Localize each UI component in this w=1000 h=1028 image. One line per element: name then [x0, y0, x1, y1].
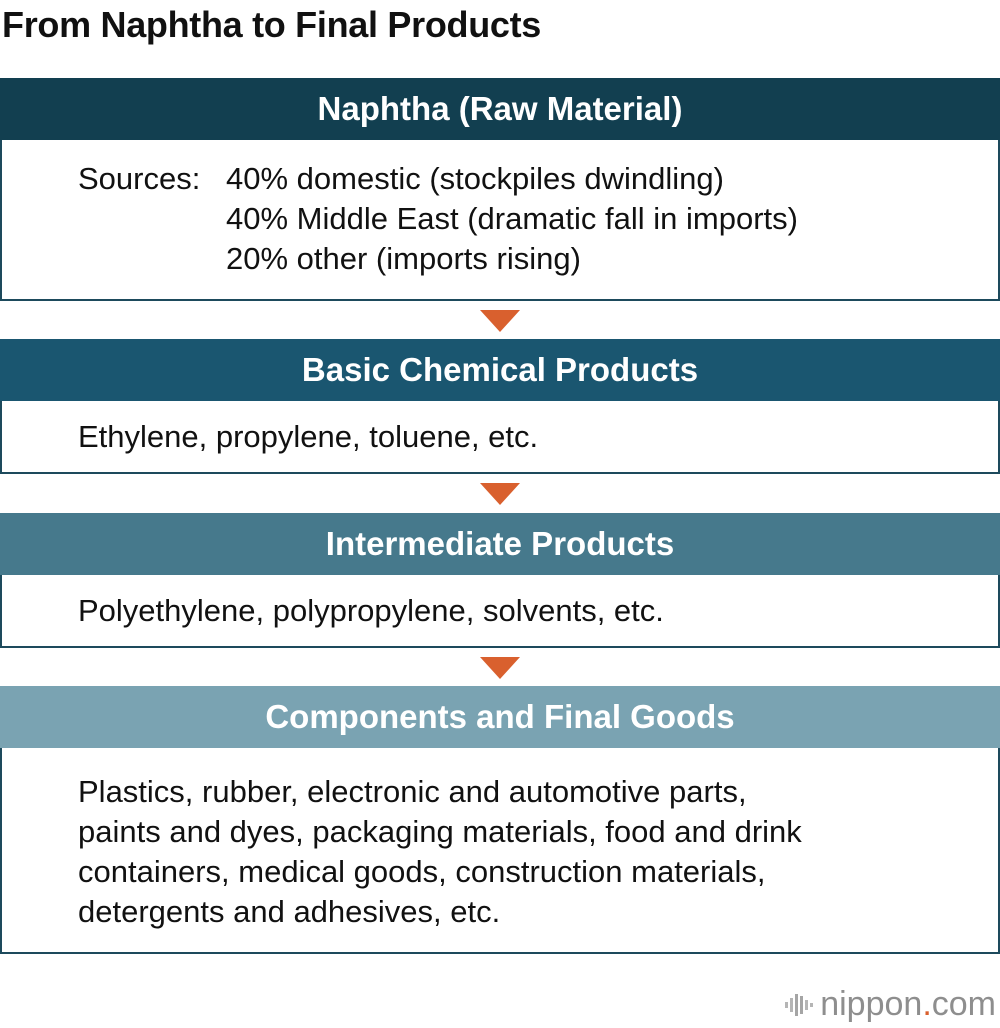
stage-header: Basic Chemical Products	[0, 339, 1000, 401]
stage-header: Intermediate Products	[0, 513, 1000, 575]
sources-list	[226, 159, 798, 279]
stage-body	[0, 748, 1000, 954]
stage-body	[0, 575, 1000, 648]
logo-suffix: com	[931, 985, 996, 1023]
logo-dot: .	[922, 985, 932, 1023]
stage-final-goods	[0, 686, 1000, 954]
stage-body-line: detergents and adhesives, etc.	[78, 894, 501, 929]
stage-body-line: Plastics, rubber, electronic and automotive parts,	[78, 774, 747, 809]
source-item: 40% Middle East (dramatic fall in imports)	[226, 201, 798, 236]
down-arrow-icon	[480, 310, 520, 332]
page-title: From Naphtha to Final Products	[2, 4, 542, 45]
stage-naphtha	[0, 78, 1000, 301]
stage-body-line: paints and dyes, packaging materials, food and drink	[78, 814, 802, 849]
stage-body	[0, 401, 1000, 474]
stage-header: Components and Final Goods	[0, 686, 1000, 748]
stage-intermediate	[0, 513, 1000, 648]
nippon-logo	[784, 985, 996, 1024]
down-arrow-icon	[480, 657, 520, 679]
source-item: 40% domestic (stockpiles dwindling)	[226, 161, 724, 196]
sources-row	[78, 159, 998, 279]
stage-header: Naphtha (Raw Material)	[0, 78, 1000, 140]
stage-body-line: Polyethylene, polypropylene, solvents, etc.	[78, 593, 664, 628]
stage-basic-chemical	[0, 339, 1000, 474]
stage-body	[0, 140, 1000, 301]
stage-body-line: Ethylene, propylene, toluene, etc.	[78, 419, 539, 454]
sound-wave-icon	[784, 993, 814, 1017]
source-item: 20% other (imports rising)	[226, 241, 581, 276]
down-arrow-icon	[480, 483, 520, 505]
stage-body-line: containers, medical goods, construction materials,	[78, 854, 766, 889]
logo-name: nippon	[820, 985, 923, 1023]
sources-label: Sources:	[78, 161, 201, 196]
